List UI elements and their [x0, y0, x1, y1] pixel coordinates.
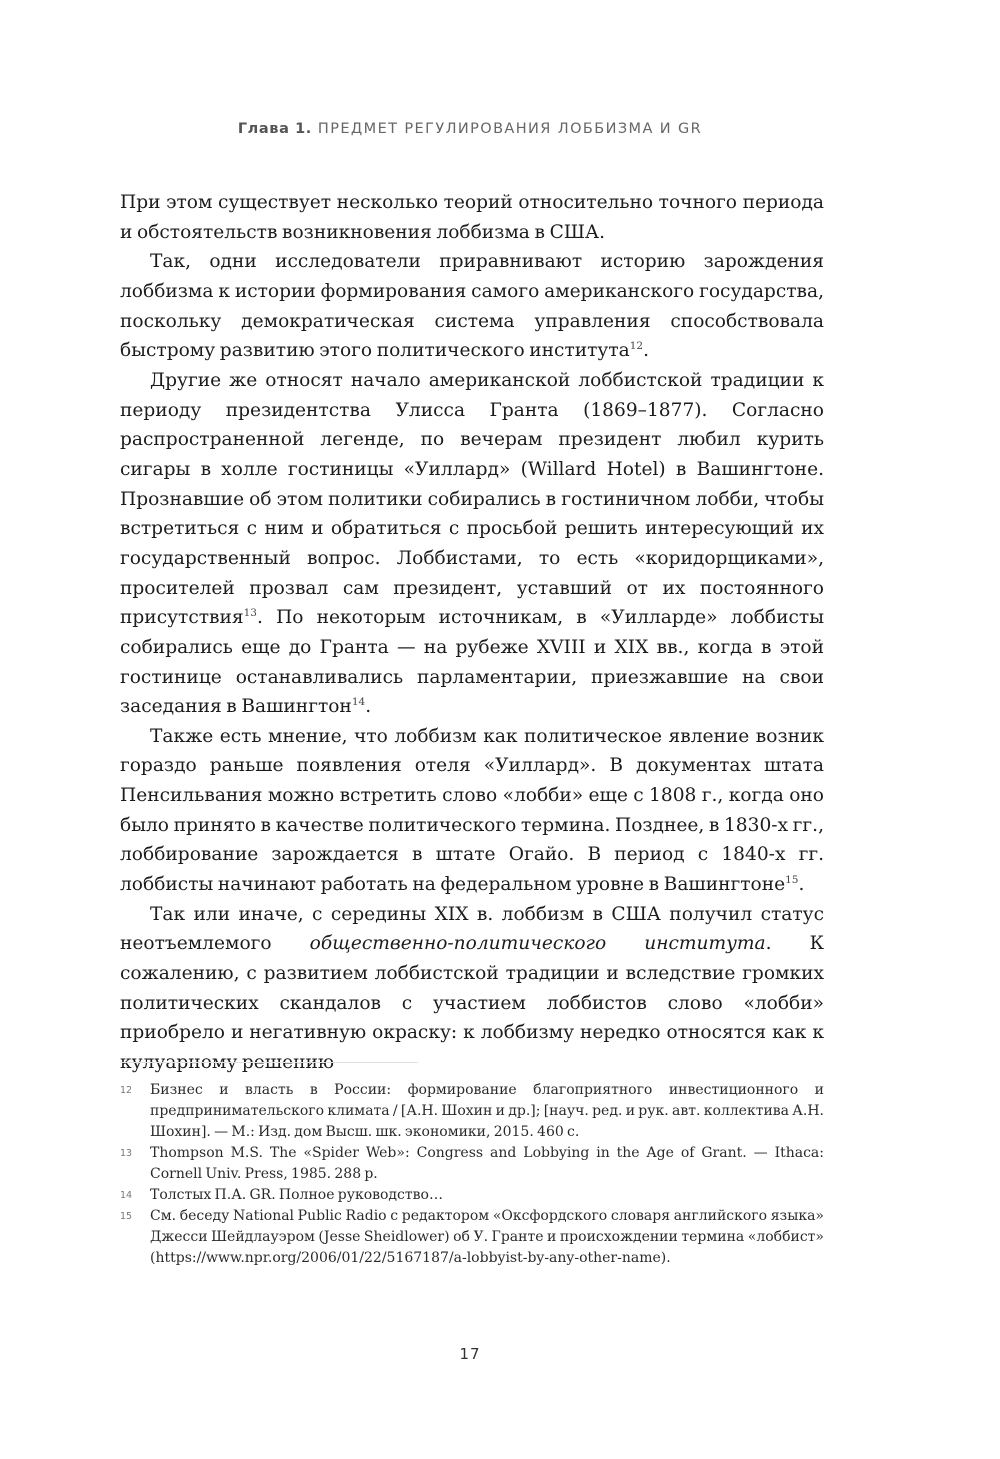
paragraph-text: .	[798, 874, 805, 896]
footnote-number: 13	[120, 1148, 133, 1159]
paragraph	[120, 188, 824, 247]
footnote-reference[interactable]: 14	[351, 695, 366, 708]
footnote-reference[interactable]: 12	[629, 340, 644, 353]
footnote	[120, 1206, 824, 1269]
footnote-number: 12	[120, 1085, 133, 1096]
footnote-number: 14	[120, 1190, 133, 1201]
footnote-text: Толстых П.А. GR. Полное руководство…	[150, 1187, 443, 1203]
footnotes	[120, 1080, 824, 1269]
emphasized-term: общественно-политического института	[309, 933, 766, 955]
footnote-text: См. беседу National Public Radio с редактором «Оксфордского словаря английского языка» Джесси Шейдлауэром (Jesse Sheidlower) об У. Гранте и происхождении термина «лоббист» (https://www.npr.org/2006/01/22/5167187/a-lobbyist-by-any-other-name).	[150, 1208, 824, 1266]
footnote-divider	[120, 1062, 418, 1063]
paragraph-text: .	[365, 696, 372, 718]
paragraph-text: При этом существует несколько теорий относительно точного периода и обстоятельств возникновения лоббизма в США.	[120, 192, 824, 243]
footnote-text: Thompson M.S. The «Spider Web»: Congress and Lobbying in the Age of Grant. — Ithaca: Cornell Univ. Press, 1985. 288 p.	[150, 1145, 824, 1182]
main-text	[120, 188, 824, 1078]
running-head	[0, 121, 940, 137]
paragraph	[120, 722, 824, 900]
paragraph-text: Так или иначе, с середины XIX в. лоббизм в США получил статус неотъемлемого	[120, 903, 824, 955]
paragraph-text: . К сожалению, с развитием лоббистской традиции и вследствие громких политических скандалов с участием лоббистов слово «лобби» приобрело и негативную окраску: к лоббизму нередко относятся как к кулуарному решению	[120, 933, 824, 1074]
paragraph	[120, 900, 824, 1078]
paragraph	[120, 366, 824, 722]
page-number: 17	[459, 1345, 481, 1363]
footnote	[120, 1143, 824, 1185]
paragraph: Так, одни исследователи приравнивают историю зарождения лоббизма к истории формирования самого американского государства, поскольку демократическая система управления способствовала быстрому развитию этого политического института$^{12}$.	[120, 251, 824, 362]
paragraph-text: . По некоторым источникам, в «Уилларде» лоббисты собирались еще до Гранта — на рубеже XVIII и XIX вв., когда в этой гостинице останавливались парламентарии, приезжавшие на свои заседания в Вашингтон	[120, 607, 824, 718]
footnote-number: 15	[120, 1211, 133, 1222]
footnote-reference[interactable]: 15	[785, 873, 799, 886]
footnote	[120, 1185, 824, 1206]
paragraph-text: Другие же относят начало американской лоббистской традиции к периоду президентства Улисса Гранта (1869–1877). Согласно распространенной легенде, по вечерам президент любил курить сигары в холле гостиницы «Уиллард» (Willard Hotel) в Вашингтоне. Прознавшие об этом политики собирались в гостиничном лобби, чтобы встретиться с ним и обратиться с просьбой решить интересующий их государственный вопрос. Лоббистами, то есть «коридорщиками», просителей прозвал сам президент, уставший от их постоянного присутствия	[120, 369, 824, 629]
footnote-text: Бизнес и власть в России: формирование благоприятного инвестиционного и предпринимательского климата / [А.Н. Шохин и др.]; [науч. ред. и рук. авт. коллектива А.Н. Шохин]. — М.: Изд. дом Высш. шк. экономики, 2015. 460 с.	[150, 1082, 824, 1140]
footnote-reference[interactable]: 13	[243, 607, 257, 619]
footnote	[120, 1080, 824, 1143]
paragraph-text: Так, одни исследователи приравнивают историю зарождения лоббизма к истории формирования самого американского государства, поскольку демократическая система управления способствовала быстрому развитию этого политического института	[120, 251, 824, 362]
paragraph-text: Также есть мнение, что лоббизм как политическое явление возник гораздо раньше появления отеля «Уиллард». В документах штата Пенсильвания можно встретить слово «лобби» еще с 1808 г., когда оно было принято в качестве политического термина. Позднее, в 1830-х гг., лоббирование зарождается в штате Огайо. В период с 1840-х гг. лоббисты начинают работать на федеральном уровне в Вашингтоне	[120, 725, 824, 896]
chapter-label: Глава 1.	[237, 121, 312, 137]
chapter-title: ПРЕДМЕТ РЕГУЛИРОВАНИЯ ЛОББИЗМА И GR	[317, 121, 703, 137]
